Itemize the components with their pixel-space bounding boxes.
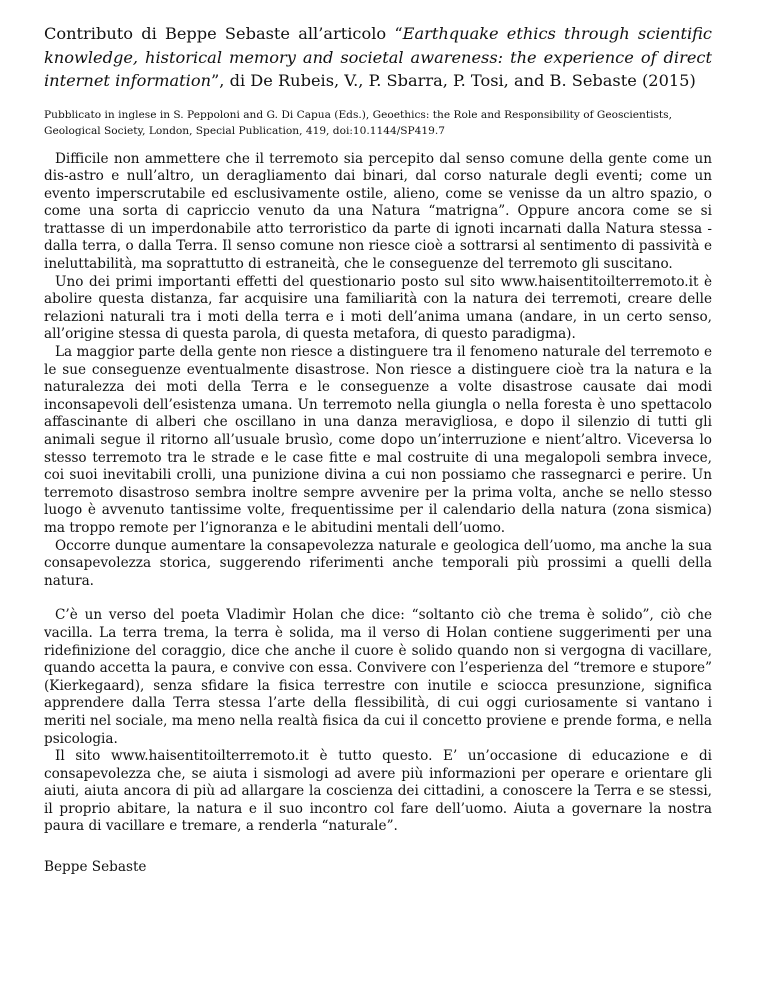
article-title: Earthquake ethics through scientific knowledge, historical memory and societal awareness: the experience of direct internet information — [44, 24, 712, 90]
paragraph: Il sito www.haisentitoilterremoto.it è tutto questo. E’ un’occasione di educazione e di consapevolezza che, se aiuta i sismologi ad avere più informazioni per operare e orientare gli aiuti, aiuta ancora di più ad allargare la coscienza dei cittadini, a conoscere la Terra e se stessi, il proprio abitare, la natura e il suo incontro col fare dell’uomo. Aiuta a governare la nostra paura di vacillare e tremare, a renderla “naturale”. — [44, 748, 712, 835]
paragraph: Uno dei primi importanti effetti del questionario posto sul sito www.haisentitoilterremoto.it è abolire questa distanza, far acquisire una familiarità con la natura dei terremoti, creare delle relazioni naturali tra i moti della terra e i moti dell’anima umana (andare, in un certo senso, all’origine stessa di questa parola, di questa metafora, di questo paradigma). — [44, 273, 712, 343]
title-suffix: ”, di De Rubeis, V., P. Sbarra, P. Tosi, and B. Sebaste (2015) — [211, 71, 696, 90]
document-page — [44, 22, 712, 877]
paragraph: La maggior parte della gente non riesce a distinguere tra il fenomeno naturale del terremoto e le sue conseguenze eventualmente disastrose. Non riesce a distinguere cioè tra la natura e la naturalezza dei moti della Terra e le conseguenze a volte disastrose causate dai modi inconsapevoli dell’esistenza umana. Un terremoto nella giungla o nella foresta è uno spettacolo affascinante di alberi che oscillano in una danza meravigliosa, e dopo il silenzio di tutti gli animali segue il ritorno all’usuale brusìo, come dopo un’interruzione e nient’altro. Viceversa lo stesso terremoto tra le strade e le case fitte e mal costruite di una megalopoli sembra invece, coi suoi inevitabili crolli, una punizione divina a cui non possiamo che rassegnarci e perire. Un terremoto disastroso sembra inoltre sempre avvenire per la prima volta, anche se nello stesso luogo è avvenuto tantissime volte, frequentissime per il calendario della natura (zona sismica) ma troppo remote per l’ignoranza e le abitudini mentali dell’uomo. — [44, 344, 712, 536]
paragraph-gap — [44, 590, 712, 607]
signature: Beppe Sebaste — [44, 859, 147, 876]
paragraph: C’è un verso del poeta Vladimìr Holan che dice: “soltanto ciò che trema è solido”, ciò che vacilla. La terra trema, la terra è solida, ma il verso di Holan contiene suggerimenti per una ridefinizione del coraggio, dice che anche il cuore è solido quando non si vergogna di vacillare, quando accetta la paura, e convive con essa. Convivere con l’esperienza del “tremore e stupore” (Kierkegaard), senza sfidare la fisica terrestre con inutile e sciocca presunzione, significa apprendere dalla Terra stessa l’arte della flessibilità, di cui oggi curiosamente si vantano i meriti nel sociale, ma meno nella realtà fisica da cui il concetto proviene e prende forma, e nella psicologia. — [44, 607, 712, 747]
title-prefix: Contributo di Beppe Sebaste all’articolo “ — [44, 24, 403, 43]
document-title — [44, 22, 712, 93]
paragraph: Occorre dunque aumentare la consapevolezza naturale e geologica dell’uomo, ma anche la sua consapevolezza storica, suggerendo riferimenti anche temporali più prossimi a quelli della natura. — [44, 537, 712, 589]
publication-note: Pubblicato in inglese in S. Peppoloni and G. Di Capua (Eds.), Geoethics: the Role and Responsibility of Geoscientists, Geological Society, London, Special Publication, 419, doi:10.1144/SP419.7 — [44, 108, 672, 137]
document-body — [44, 151, 712, 837]
paragraph: Difficile non ammettere che il terremoto sia percepito dal senso comune della gente come un dis-astro e null’altro, un deragliamento dai binari, dal corso naturale degli eventi; come un evento imperscrutabile ed esclusivamente ostile, alieno, come se venisse da un altro spazio, o come una sorta di capriccio venuto da una Natura “matrigna”. Oppure ancora come se si trattasse di un imperdonabile atto terroristico da parte di ignoti incarnati dalla Natura stessa - dalla terra, o dalla Terra. Il senso comune non riesce cioè a sottrarsi al sentimento di passività e ineluttabilità, ma soprattutto di estraneità, che le conseguenze del terremoto gli suscitano. — [44, 150, 712, 273]
